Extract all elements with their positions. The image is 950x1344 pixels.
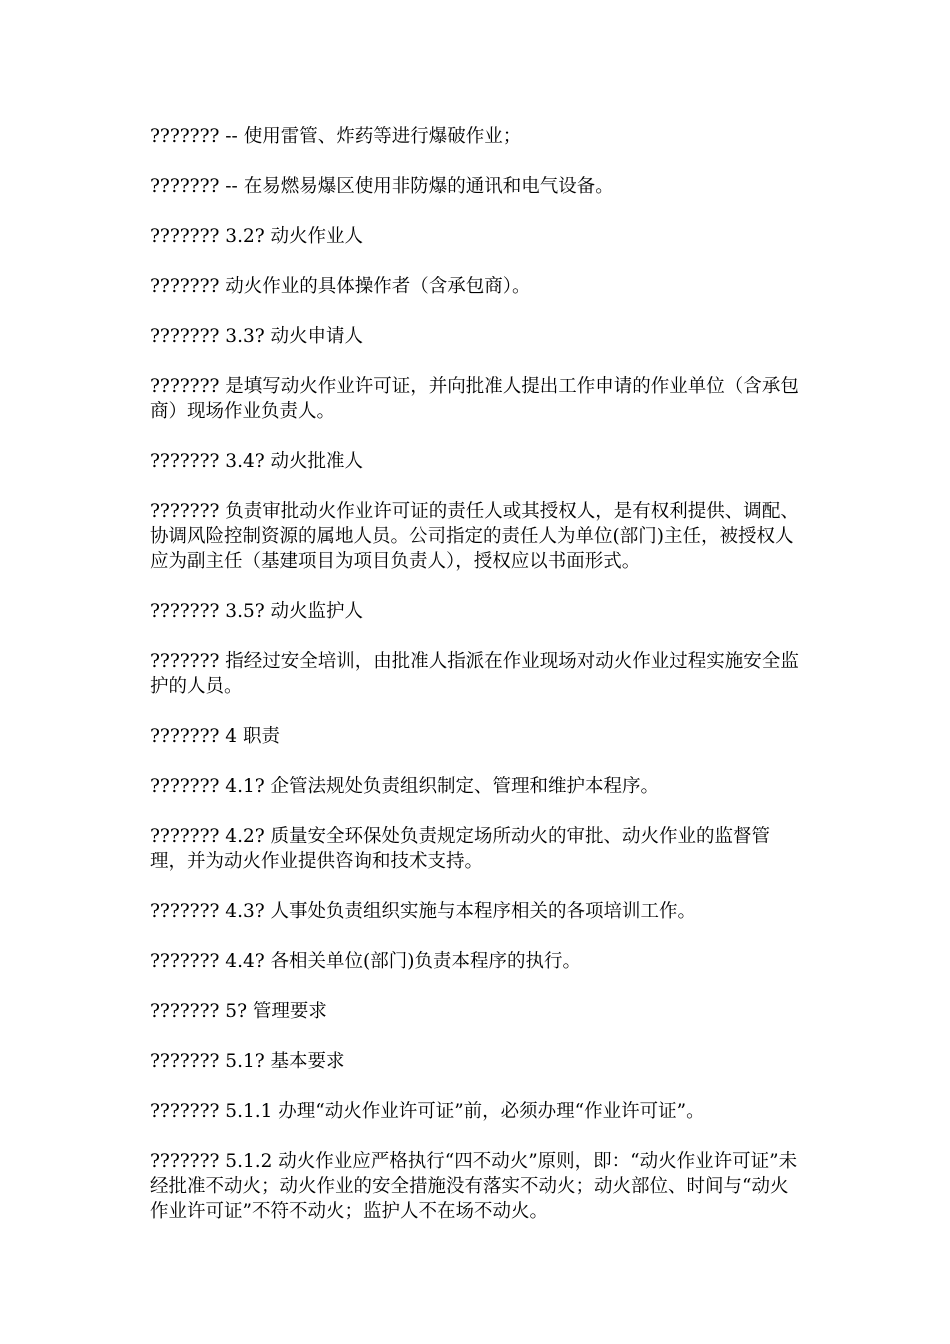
paragraph: ??????? 4.4? 各相关单位(部门)负责本程序的执行。 — [150, 951, 581, 972]
section-heading: ??????? 3.3? 动火申请人 — [150, 326, 364, 347]
section-heading: ??????? 3.2? 动火作业人 — [150, 226, 364, 247]
paragraph: ??????? 是填写动火作业许可证，并向批准人提出工作申请的作业单位（含承包商）现场作业负责人。 — [150, 376, 799, 422]
section-heading: ??????? 5.1? 基本要求 — [150, 1051, 345, 1072]
paragraph: ??????? 指经过安全培训，由批准人指派在作业现场对动火作业过程实施安全监护的人员。 — [150, 651, 799, 697]
paragraph: ??????? 5.1.2 动火作业应严格执行“四不动火”原则，即：“动火作业许可证”未经批准不动火；动火作业的安全措施没有落实不动火；动火部位、时间与“动火作业许可证”不符不动火；监护人不在场不动火。 — [150, 1151, 798, 1222]
paragraph: ??????? 动火作业的具体操作者（含承包商）。 — [150, 276, 531, 297]
section-heading: ??????? 4 职责 — [150, 726, 280, 747]
section-heading: ??????? 3.4? 动火批准人 — [150, 451, 364, 472]
paragraph: ??????? -- 使用雷管、炸药等进行爆破作业； — [150, 126, 522, 147]
paragraph: ??????? 4.1? 企管法规处负责组织制定、管理和维护本程序。 — [150, 776, 660, 797]
section-heading: ??????? 5? 管理要求 — [150, 1001, 327, 1022]
paragraph: ??????? 4.2? 质量安全环保处负责规定场所动火的审批、动火作业的监督管理，并为动火作业提供咨询和技术支持。 — [150, 826, 771, 872]
paragraph: ??????? 5.1.1 办理“动火作业许可证”前，必须办理“作业许可证”。 — [150, 1101, 705, 1122]
paragraph: ??????? -- 在易燃易爆区使用非防爆的通讯和电气设备。 — [150, 176, 614, 197]
section-heading: ??????? 3.5? 动火监护人 — [150, 601, 364, 622]
paragraph: ??????? 负责审批动火作业许可证的责任人或其授权人，是有权利提供、调配、协调风险控制资源的属地人员。公司指定的责任人为单位(部门)主任，被授权人应为副主任（基建项目为项目负责人），授权应以书面形式。 — [150, 501, 799, 572]
document-body — [150, 124, 800, 1249]
paragraph: ??????? 4.3? 人事处负责组织实施与本程序相关的各项培训工作。 — [150, 901, 697, 922]
